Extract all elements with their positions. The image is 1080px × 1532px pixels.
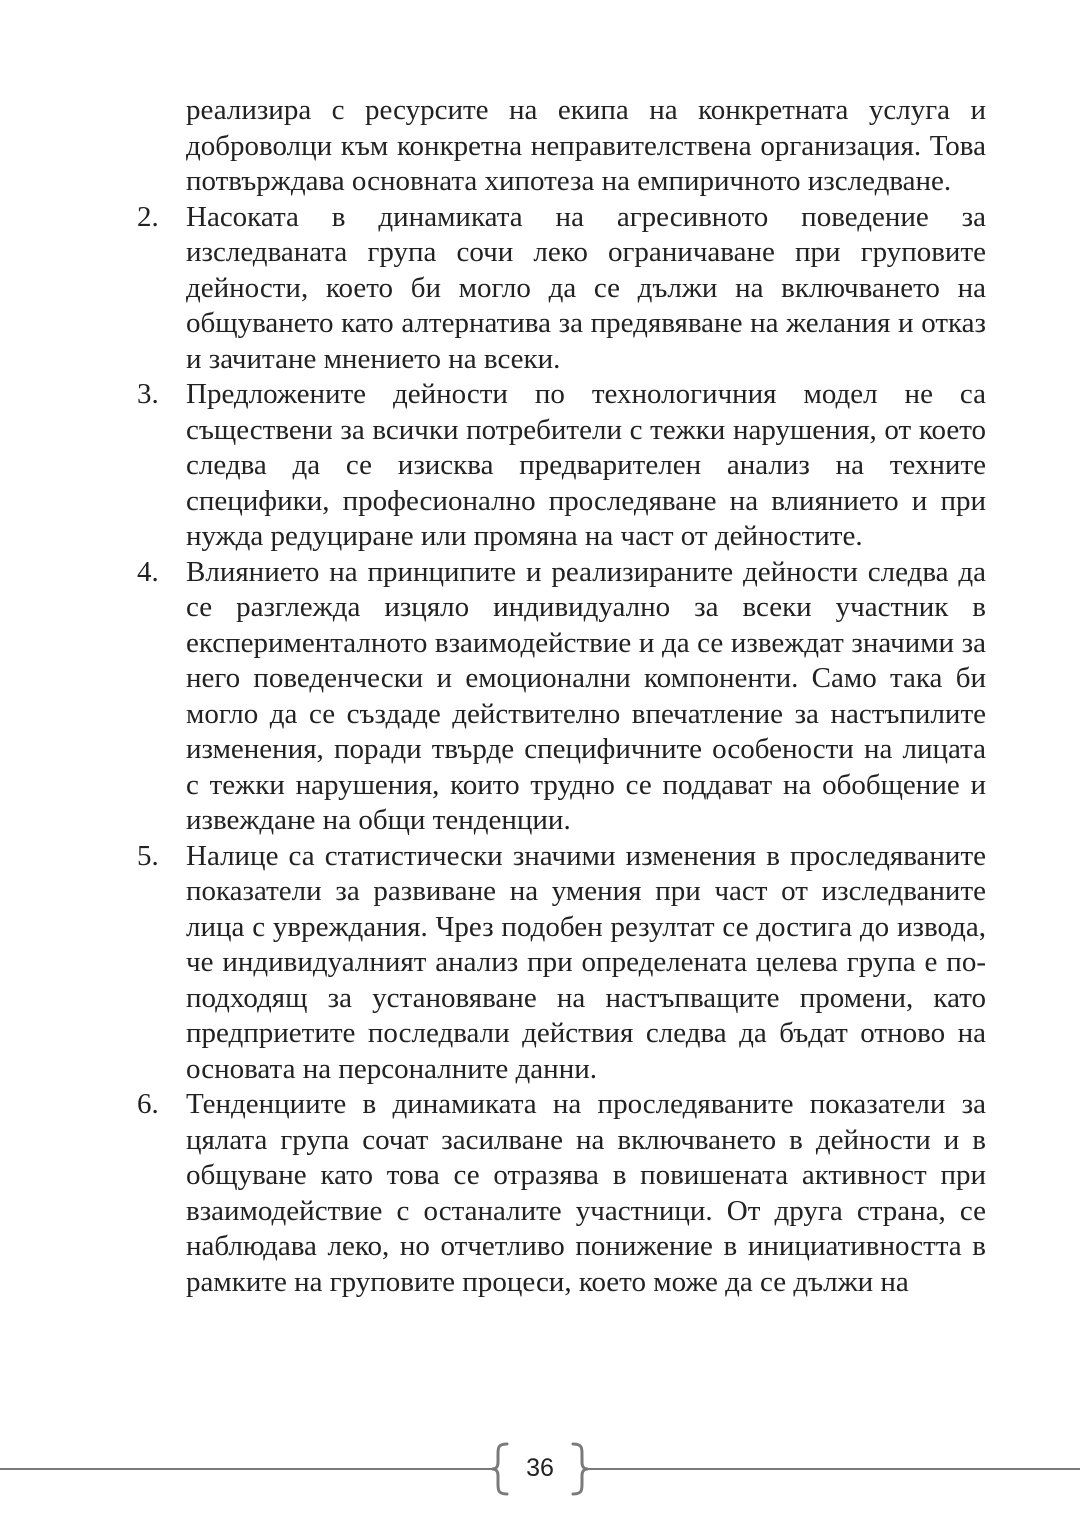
list-item-text: Налице са статистически значими изменения в проследяваните показатели за развиване на умения при част от изследваните лица с увреждания. Чрез подобен резултат се достига до извода, че индивидуалният анализ при определената целева група е по-подходящ за установяване на настъпващите промени, като предприетите последвали действия следва да бъдат отново на основата на персоналните данни. xyxy=(186,839,986,1085)
list-item-text: Предложените дейности по технологичния модел не са съществени за всички потребители с тежки нарушения, от което следва да се изисква предварителен анализ на техните специфики, професионално проследяване на влиянието и при нужда редуциране или промяна на част от дейностите. xyxy=(186,378,986,552)
intro-paragraph: реализира с ресурсите на екипа на конкретната услуга и доброволци към конкретна неправителствена организация. Това потвърждава основната хипотеза на емпиричното изследване. xyxy=(186,94,986,197)
list-item-text: Влиянието на принципите и реализираните дейности следва да се разглежда изцяло индивидуално за всеки участник в експерименталното взаимодействие и да се извеждат значими за него поведенчески и емоционални компоненти. Само така би могло да се създаде действително впечатление за настъпилите изменения, поради твърде специфичните особености на лицата с тежки нарушения, които трудно се поддават на обобщение и извеждане на общи тенденции. xyxy=(186,555,986,836)
list-item-number: 5. xyxy=(137,839,159,872)
document-body xyxy=(137,93,986,1300)
list-item-3 xyxy=(137,377,986,555)
footer-rule-right xyxy=(584,1468,1080,1470)
list-item-number: 2. xyxy=(137,200,159,233)
footer-rule-left xyxy=(0,1468,494,1470)
list-item-number: 4. xyxy=(137,555,159,588)
page-footer xyxy=(0,1440,1080,1500)
list-item-number: 6. xyxy=(137,1088,159,1120)
page-number: 36 xyxy=(526,1454,554,1482)
list-item-2 xyxy=(137,200,986,378)
list-item-6 xyxy=(137,1087,986,1300)
list-item-text: Насоката в динамиката на агресивното поведение за изследваната група сочи леко ограничаване при груповите дейности, което би могло да се дължи на включването на общуването като алтернатива за предявяване на желания и отказ и зачитане мнението на всеки. xyxy=(186,200,986,375)
list-item-number: 3. xyxy=(137,378,159,410)
list-item-5 xyxy=(137,839,986,1088)
list-item-text: Тенденциите в динамиката на проследяваните показатели за цялата група сочат засилване на включването в дейности и в общуване като това се отразява в повишената активност при взаимодействие с останалите участници. От друга страна, се наблюдава леко, но отчетливо понижение в инициативността в рамките на груповите процеси, което може да се дължи на xyxy=(186,1088,986,1298)
list-item-4 xyxy=(137,555,986,839)
